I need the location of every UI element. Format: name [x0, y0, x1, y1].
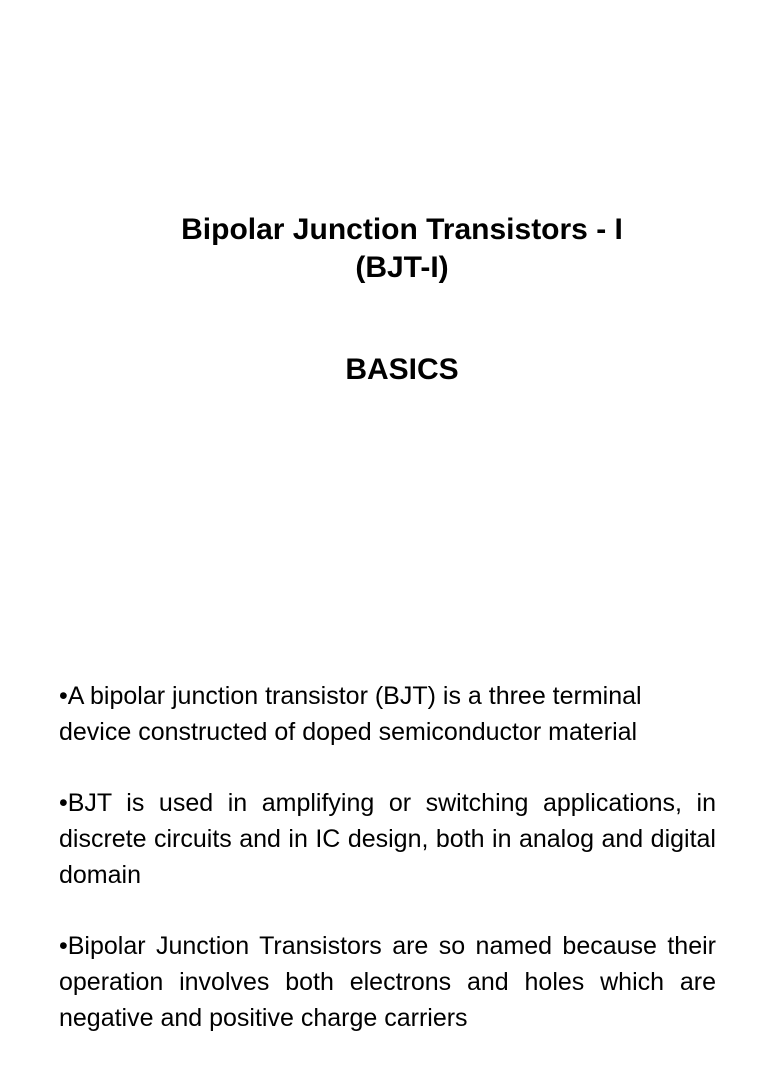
bullet-item: •Bipolar Junction Transistors are so named because their operation involves both electrons and holes which are negative and positive charge carriers: [59, 932, 716, 1032]
bullet-list: [59, 678, 716, 1071]
title-line-2: (BJT-I): [355, 251, 449, 284]
bullet-item: •A bipolar junction transistor (BJT) is a three terminal device constructed of doped semiconductor material: [59, 682, 642, 746]
slide-title: [18, 211, 768, 287]
bullet-item: •BJT is used in amplifying or switching applications, in discrete circuits and in IC design, both in analog and digital domain: [59, 789, 716, 889]
title-line-1: Bipolar Junction Transistors - I: [181, 213, 623, 246]
section-heading-basics: BASICS: [345, 353, 459, 386]
